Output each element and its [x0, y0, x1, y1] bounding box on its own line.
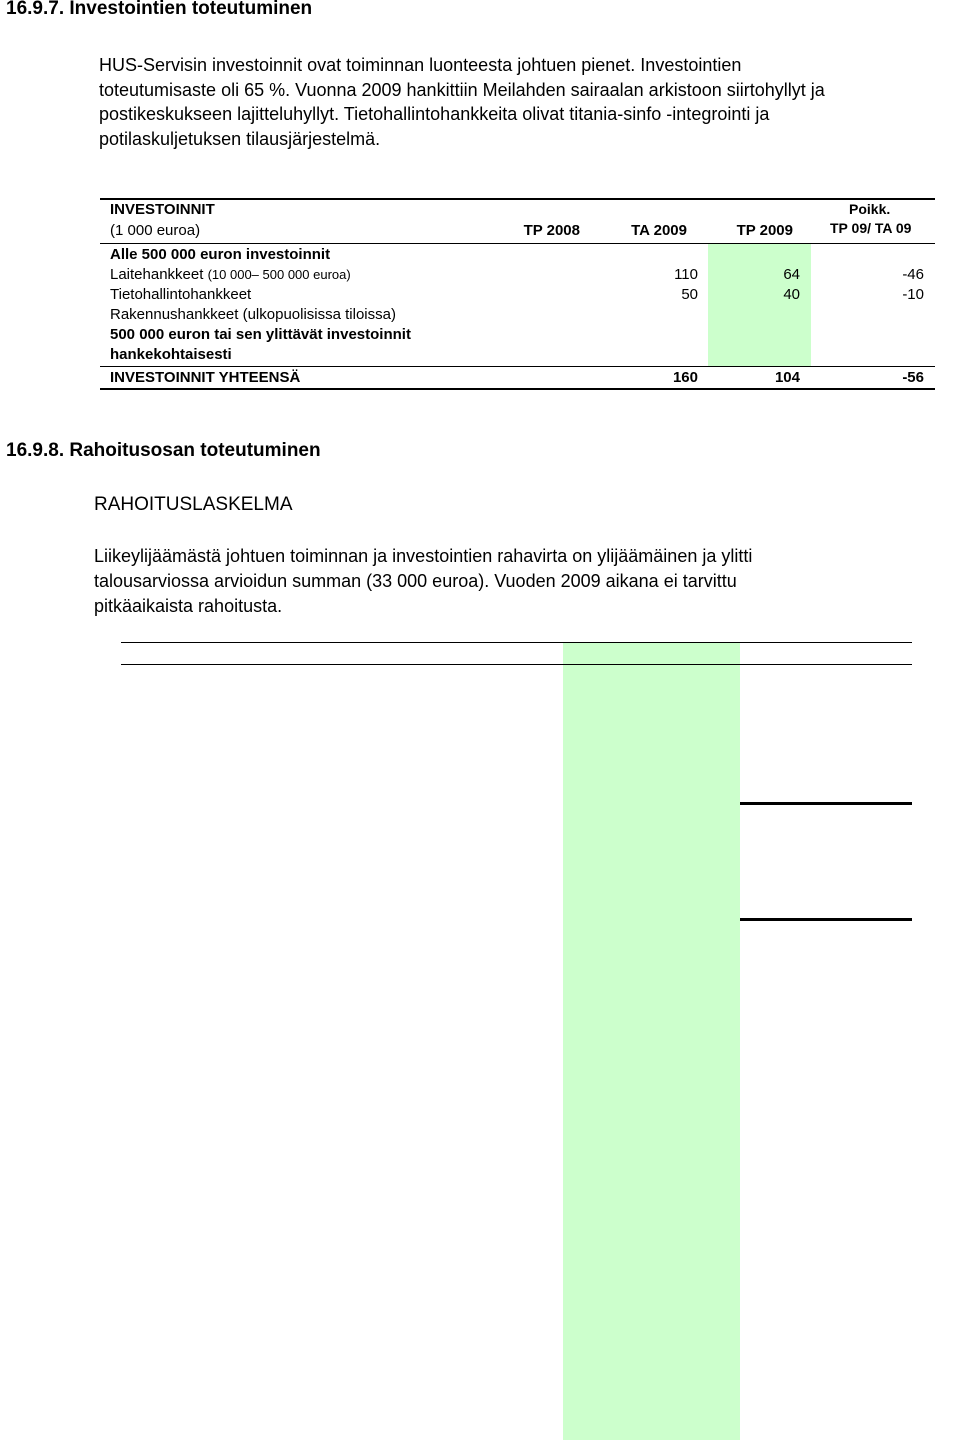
header-diff-line1: Poikk.	[849, 201, 891, 217]
table-row-label: Alle 500 000 euron investoinnit	[110, 246, 331, 263]
header-tp2009: TP 2009	[736, 222, 793, 239]
table-row-label: hankekohtaisesti	[110, 346, 232, 363]
table-unit: (1 000 euroa)	[110, 222, 201, 239]
table-row-label: Rakennushankkeet (ulkopuolisissa tiloissa)	[110, 306, 396, 323]
total-ta2009: 160	[672, 369, 698, 386]
table-top-rule	[100, 198, 935, 200]
row-label-main: Laitehankkeet	[110, 266, 204, 283]
total-label: INVESTOINNIT YHTEENSÄ	[110, 369, 301, 386]
row-label-note: (10 000– 500 000 euroa)	[207, 267, 351, 282]
cell-diff: -10	[902, 286, 924, 303]
section-heading: 16.9.8. Rahoitusosan toteutuminen	[6, 440, 321, 461]
paragraph-line: toteutumisaste oli 65 %. Vuonna 2009 hankittiin Meilahden sairaalan arkistoon siirtohyllyt ja	[99, 80, 825, 100]
total-tp2009: 104	[774, 369, 800, 386]
total-diff: -56	[902, 369, 924, 386]
table-rule	[121, 664, 912, 665]
section-heading: 16.9.7. Investointien toteutuminen	[6, 0, 313, 19]
header-tp2008: TP 2008	[523, 222, 580, 239]
total-top-rule	[100, 366, 935, 367]
paragraph-line: potilaskuljetuksen tilausjärjestelmä.	[99, 129, 381, 149]
cell-ta2009: 110	[674, 266, 698, 283]
table-rule	[740, 802, 912, 805]
table-row-label	[110, 266, 351, 284]
cell-tp2009: 40	[783, 286, 800, 303]
cell-diff: -46	[902, 266, 924, 283]
paragraph-line: Liikeylijäämästä johtuen toiminnan ja investointien rahavirta on ylijäämäinen ja ylitti	[94, 546, 753, 566]
table-rule	[121, 642, 912, 643]
table-bottom-rule	[100, 388, 935, 390]
cell-ta2009: 50	[681, 286, 698, 303]
header-diff-line2: TP 09/ TA 09	[830, 220, 912, 236]
cell-tp2009: 64	[783, 266, 800, 283]
table-row-label: 500 000 euron tai sen ylittävät investoinnit	[110, 326, 411, 343]
paragraph-line: pitkäaikaista rahoitusta.	[94, 596, 283, 616]
highlight-column	[563, 643, 740, 1440]
paragraph-line: HUS-Servisin investoinnit ovat toiminnan luonteesta johtuen pienet. Investointien	[99, 55, 742, 75]
subheading: RAHOITUSLASKELMA	[94, 494, 293, 515]
header-rule	[100, 243, 935, 244]
paragraph-line: postikeskukseen lajitteluhyllyt. Tietohallintohankkeita olivat titania-sinfo -integrointi ja	[99, 104, 770, 124]
highlight-column	[708, 244, 811, 366]
paragraph-line: talousarviossa arvioidun summan (33 000 euroa). Vuoden 2009 aikana ei tarvittu	[94, 571, 737, 591]
header-ta2009: TA 2009	[631, 222, 687, 239]
table-rule	[740, 918, 912, 921]
table-row-label: Tietohallintohankkeet	[110, 286, 252, 303]
table-title: INVESTOINNIT	[110, 201, 215, 218]
